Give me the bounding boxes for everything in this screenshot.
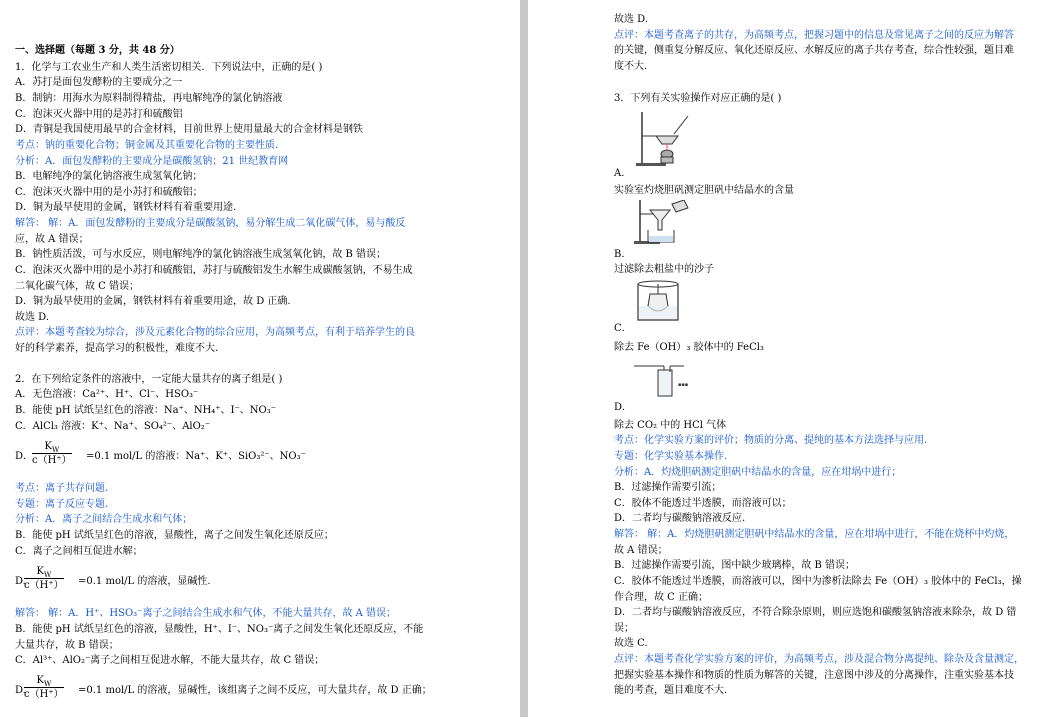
- q3-option-a: A．: [614, 168, 632, 179]
- svg-text:▪▪▪: ▪▪▪: [678, 382, 689, 388]
- q2-solution-b2: 大量共存，故 B 错误；: [15, 640, 119, 651]
- q3-option-c: C．: [614, 323, 632, 334]
- q3-option-b-text: 过滤除去粗盐中的沙子: [614, 264, 714, 275]
- q1-option-b: B．制钠：用海水为原料制得精盐，再电解纯净的氯化钠溶液: [15, 93, 283, 104]
- q2-comment-2: 的关键，侧重复分解反应、氧化还原反应、水解反应的离子共存考查，综合性较强，题目难: [614, 45, 1014, 56]
- q2-solution-b: B．能使 pH 试纸呈红色的溶液，显酸性，H⁺、I⁻、NO₃⁻离子之间发生氧化还原反应，不能: [15, 624, 424, 635]
- q2-solution: 解答： 解：A．H⁺、HSO₃⁻离子之间结合生成水和气体，不能大量共存，故 A 错误；: [15, 608, 397, 619]
- q2-solution-d-prefix: D.: [15, 685, 26, 696]
- q3-solution-c2: 作合理，故 C 正确；: [614, 592, 709, 603]
- figure-a-burning-apparatus: [634, 110, 694, 168]
- q2-solution-d: =0.1 mol/L 的溶液，显碱性，该组离子之间不反应，可大量共存，故 D 正确；: [78, 685, 432, 696]
- q1-solution: 解答： 解：A．面包发酵粉的主要成分是碳酸氢钠，易分解生成二氧化碳气体，易与酸反: [15, 218, 406, 229]
- q2-analysis: 分析：A．离子之间结合生成水和气体；: [15, 514, 193, 525]
- left-page: [0, 0, 520, 717]
- figure-c-dialysis: [634, 280, 684, 322]
- q3-option-b: B．: [614, 249, 632, 260]
- q1-comment-2: 好的科学素养，提高学习的积极性，难度不大.: [15, 343, 219, 354]
- q1-solution-a2: 应，故 A 错误；: [15, 234, 89, 245]
- q3-solution-c: C．胶体不能透过半透膜，而溶液可以，图中为渗析法除去 Fe（OH）₃ 胶体中的 FeCl₃，操: [614, 576, 1022, 587]
- q2-option-b: B．能使 pH 试纸呈红色的溶液：Na⁺、NH₄⁺、I⁻、NO₃⁻: [15, 405, 277, 416]
- q2-analysis-d: =0.1 mol/L 的溶液，显碱性.: [78, 576, 211, 587]
- q3-zhuanti: 专题：化学实验基本操作.: [614, 451, 728, 462]
- right-page: [528, 0, 1057, 717]
- question-3-stem: 3．下列有关实验操作对应正确的是( ): [614, 93, 782, 104]
- q3-option-d-text: 除去 CO₂ 中的 HCl 气体: [614, 420, 727, 431]
- q1-option-a: A．苏打是面包发酵粉的主要成分之一: [15, 77, 183, 88]
- q2-comment: 点评：本题考查离子的共存，为高频考点，把握习题中的信息及常见离子之间的反应为解答: [614, 30, 1014, 41]
- q2-comment-3: 度不大.: [614, 61, 648, 72]
- q1-solution-c: C．泡沫灭火器中用的是小苏打和硫酸铝，苏打与硫酸铝发生水解生成碳酸氢钠，不易生成: [15, 265, 413, 276]
- q1-solution-c2: 二氧化碳气体，故 C 错误；: [15, 281, 140, 292]
- q1-solution-b: B．钠性质活泼，可与水反应，则电解纯净的氯化钠溶液生成氢氧化钠，故 B 错误；: [15, 249, 387, 260]
- q3-option-a-text: 实验室灼烧胆矾测定胆矾中结晶水的含量: [614, 185, 794, 196]
- q3-comment-2: 把握实验基本操作和物质的性质为解答的关键，注意图中涉及的分离操作，注重实验基本技: [614, 670, 1014, 681]
- q2-analysis-d-prefix: D.: [15, 576, 26, 587]
- q3-solution-d: D．二者均与碳酸钠溶液反应，不符合除杂原则，则应选饱和碳酸氢钠溶液来除杂，故 D 错: [614, 607, 1017, 618]
- q1-option-c: C．泡沫灭火器中用的是苏打和硫酸铝: [15, 109, 183, 120]
- q1-analysis: 分析：A．面包发酵粉的主要成分是碳酸氢钠；21 世纪教育网: [15, 156, 289, 167]
- kw-fraction: $\frac{K_W}{c(H^+)}$: [32, 441, 72, 466]
- q1-analysis-c: C．泡沫灭火器中用的是小苏打和硫酸铝；: [15, 187, 203, 198]
- q1-kaodian: 考点：钠的重要化合物；铜金属及其重要化合物的主要性质.: [15, 140, 279, 151]
- q3-solution-a2: 故 A 错误；: [614, 545, 668, 556]
- q2-answer: 故选 D.: [614, 14, 649, 25]
- q3-comment-3: 能的考查，题目难度不大.: [614, 685, 728, 696]
- q2-solution-c: C．Al³⁺、AlO₂⁻离子之间相互促进水解，不能大量共存，故 C 错误；: [15, 655, 325, 666]
- q1-solution-d: D．铜为最早使用的金属，钢铁材料有着重要用途，故 D 正确.: [15, 296, 291, 307]
- q3-solution-d2: 误；: [614, 623, 634, 634]
- page-divider: [520, 0, 528, 717]
- question-1-stem: 1．化学与工农业生产和人类生活密切相关．下列说法中，正确的是( ): [15, 62, 323, 73]
- figure-b-filtration: [634, 200, 694, 244]
- kw-fraction: $\frac{K_W}{c(H^+)}$: [24, 675, 64, 700]
- q3-analysis: 分析：A．灼烧胆矾测定胆矾中结晶水的含量，应在坩埚中进行；: [614, 467, 902, 478]
- q3-option-d: D．: [614, 402, 633, 413]
- q1-analysis-b: B．电解纯净的氯化钠溶液生成氢氧化钠；: [15, 171, 203, 182]
- q1-analysis-d: D．铜为最早使用的金属，钢铁材料有着重要用途.: [15, 202, 237, 213]
- q3-analysis-d: D．二者均与碳酸钠溶液反应.: [614, 513, 746, 524]
- figure-d-gas-washing: [634, 356, 698, 400]
- section-heading: 一、选择题（每题 3 分，共 48 分）: [15, 45, 180, 56]
- q3-solution: 解答： 解：A．灼烧胆矾测定胆矾中结晶水的含量，应在坩埚中进行，不能在烧杯中灼烧，: [614, 529, 1015, 540]
- q2-option-c: C．AlCl₃ 溶液：K⁺、Na⁺、SO₄²⁻、AlO₂⁻: [15, 421, 211, 432]
- kw-fraction: $\frac{K_W}{c(H^+)}$: [24, 566, 64, 591]
- q1-option-d: D．青铜是我国使用最早的合金材料，目前世界上使用量最大的合金材料是钢铁: [15, 124, 364, 135]
- q3-answer: 故选 C.: [614, 638, 648, 649]
- q2-zhuanti: 专题：离子反应专题.: [15, 499, 109, 510]
- q2-kaodian: 考点：离子共存问题.: [15, 483, 109, 494]
- q3-analysis-b: B．过滤操作需要引流；: [614, 482, 722, 493]
- q2-analysis-b: B．能使 pH 试纸呈红色的溶液，显酸性，离子之间发生氧化还原反应；: [15, 530, 334, 541]
- q1-comment: 点评：本题考查较为综合，涉及元素化合物的综合应用，为高频考点，有利于培养学生的良: [15, 327, 415, 338]
- q3-option-c-text: 除去 Fe（OH）₃ 胶体中的 FeCl₃: [614, 342, 764, 353]
- q2-analysis-c: C．离子之间相互促进水解；: [15, 546, 143, 557]
- q2-option-d: =0.1 mol/L 的溶液：Na⁺、K⁺、SiO₃²⁻、NO₃⁻: [86, 451, 306, 462]
- q3-comment: 点评：本题考查化学实验方案的评价，为高频考点，涉及混合物分离提纯、除杂及含量测定，: [614, 654, 1024, 665]
- q2-option-a: A．无色溶液：Ca²⁺、H⁺、Cl⁻、HSO₃⁻: [15, 389, 199, 400]
- q3-kaodian: 考点：化学实验方案的评价；物质的分离、提纯的基本方法选择与应用.: [614, 435, 928, 446]
- q2-option-d-prefix: D．: [15, 451, 34, 462]
- question-2-stem: 2．在下列给定条件的溶液中，一定能大量共存的离子组是( ): [15, 374, 283, 385]
- q3-analysis-c: C．胶体不能透过半透膜，而溶液可以；: [614, 498, 792, 509]
- q3-solution-b: B．过滤操作需要引流，图中缺少玻璃棒，故 B 错误；: [614, 560, 856, 571]
- q1-answer: 故选 D.: [15, 312, 50, 323]
